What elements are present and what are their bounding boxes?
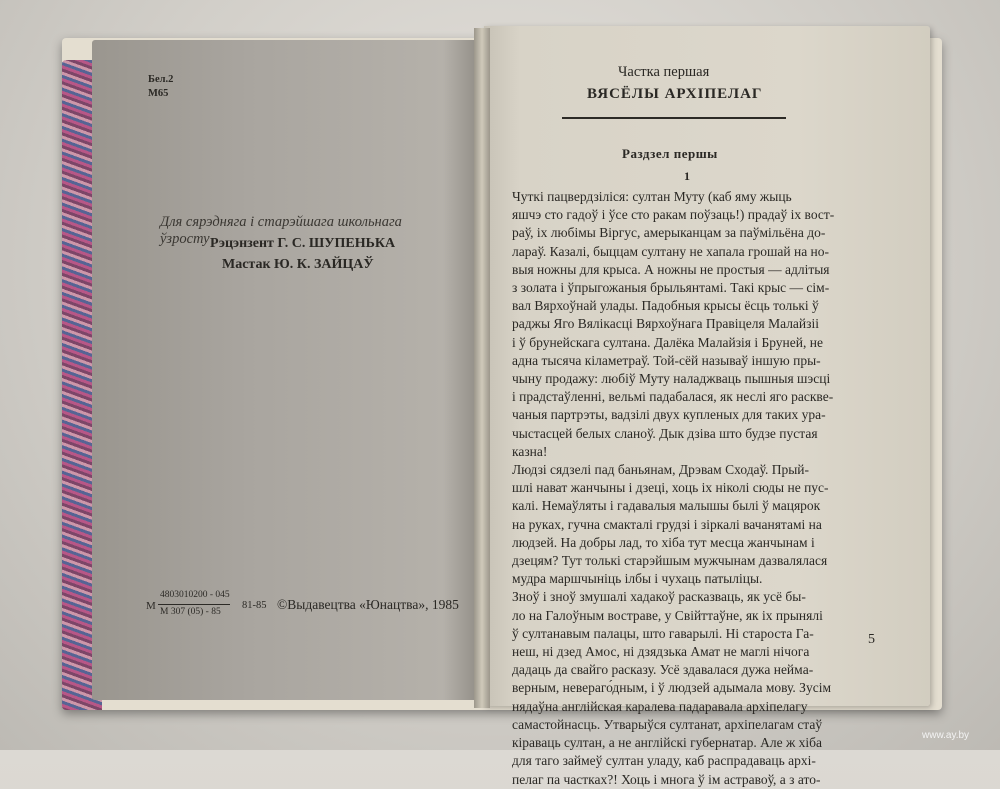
body-line: людзей. На добры лад, то хіба тут месца жанчынам і — [512, 534, 815, 550]
body-line: казна! — [512, 443, 548, 459]
body-line: дзецям? Тут толькі старэйшым мужчынам дазвалялася — [512, 553, 828, 569]
body-line: на руках, гучна смакталі грудзі і зіркалі вачанятамі на — [512, 516, 822, 532]
section-heading: Раздзел першы — [622, 146, 718, 161]
watermark: www.ay.by — [922, 730, 970, 741]
body-line: чаныя партрэты, вадзілі двух купленых для таких ура- — [512, 407, 826, 423]
title-underline — [562, 117, 786, 119]
body-line: кіраваць султан, а не англійскі губернатар. Але ж хіба — [512, 735, 823, 751]
body-line: раў, іх любімы Віргус, амерыканцам за паўмільёна до- — [512, 225, 826, 241]
library-code-2: М65 — [148, 88, 169, 99]
body-line: вал Вярхоўнай улады. Падобныя крысы ёсць толькі ў — [512, 298, 819, 314]
chapter-number: 1 — [684, 169, 690, 183]
artist-credit: Мастак Ю. К. ЗАЙЦАЎ — [222, 257, 374, 272]
body-line: Людзі сядзелі пад баньянам, Дрэвам Сходаў. Прый- — [512, 462, 809, 478]
body-line: чыну продажу: любіў Муту наладжваць пышныя шэсці — [512, 371, 831, 387]
body-line: з золата і ўпрыгожаныя брыльянтамі. Такі крыс — сім- — [512, 280, 830, 296]
imprint-letter: М — [146, 600, 156, 612]
imprint-fraction-line — [158, 604, 230, 605]
body-line: чыстасцей белых сланоў. Дык дзіва што будзе пустая — [512, 425, 818, 441]
body-line: і прадстаўленні, вельмі падабалася, як неслі яго раскве- — [512, 389, 834, 405]
body-line: мудра маршчыніць ілбы і чухаць патыліцы. — [512, 571, 763, 587]
body-line: і ў брунейскага султана. Далёка Малайзія і Бруней, не — [512, 334, 823, 350]
body-line: яшчэ сто гадоў і ўсе сто ракам поўзаць!) прадаў іх вост- — [512, 207, 835, 223]
audience-note: Для сярэдняга і старэйшага школьнага ўзросту — [160, 214, 402, 247]
body-line: неш, ні дзед Амос, ні дзядзька Амат не маглі нічога — [512, 644, 810, 660]
part-heading: Частка першая — [618, 64, 710, 80]
body-line: пелаг па частках?! Хоць і многа ў ім астравоў, а з ато- — [512, 771, 821, 787]
body-line: ло на Галоўным востраве, у Свійттаўне, як іх прынялі — [512, 607, 823, 623]
reviewer-credit: Рэцэнзент Г. С. ШУПЕНЬКА — [210, 236, 396, 251]
body-line: Чуткі пацвердзіліся: султан Муту (каб яму жыць — [512, 189, 792, 204]
body-line: адна тысяча кіламетраў. Той-сёй называў іншую пры- — [512, 352, 821, 368]
body-line: калі. Немаўляты і гадавалыя малышы былі ў мацярок — [512, 498, 821, 514]
book-spine — [474, 28, 490, 708]
imprint-range: 81-85 — [242, 600, 267, 611]
imprint-denominator: М 307 (05) - 85 — [160, 607, 221, 617]
body-line: верным, невераго́дным, і ў людзей адымала мову. Зусім — [512, 680, 831, 696]
page-number: 5 — [868, 632, 875, 647]
body-line: раджы Яго Вялікасці Вярхоўнага Правіцеля Малайзіі — [512, 316, 819, 332]
body-line: Зноў і зноў змушалі хадакоў расказваць, як усё бы- — [512, 589, 806, 605]
imprint-numerator: 4803010200 - 045 — [160, 590, 230, 600]
body-line: нядаўна англійская каралева падаравала архіпелагу — [512, 698, 808, 714]
body-line: ў султанавым палацы, што гаварылі. Ні староста Га- — [512, 625, 814, 641]
body-line: шлі нават жанчыны і дзеці, хоць іх ніколі сюды не пус- — [512, 480, 829, 496]
body-line: для таго займеў султан уладу, каб распрадаваць архі- — [512, 753, 816, 769]
body-line: самастойнасць. Утварыўся султанат, архіпелагам стаў — [512, 716, 823, 732]
library-code-1: Бел.2 — [148, 74, 174, 85]
copyright-line: ©Выдавецтва «Юнацтва», 1985 — [277, 597, 459, 612]
book-title: ВЯСЁЛЫ АРХІПЕЛАГ — [587, 86, 763, 102]
body-text — [512, 188, 857, 789]
body-line: дадаць да свайго расказу. Усё здавалася дужа неймa- — [512, 662, 814, 678]
body-line: выя ножны для крыса. А ножны не простыя — адлітыя — [512, 261, 830, 277]
body-line: лараў. Казалі, быццам султану не хапала грошай на но- — [512, 243, 830, 259]
